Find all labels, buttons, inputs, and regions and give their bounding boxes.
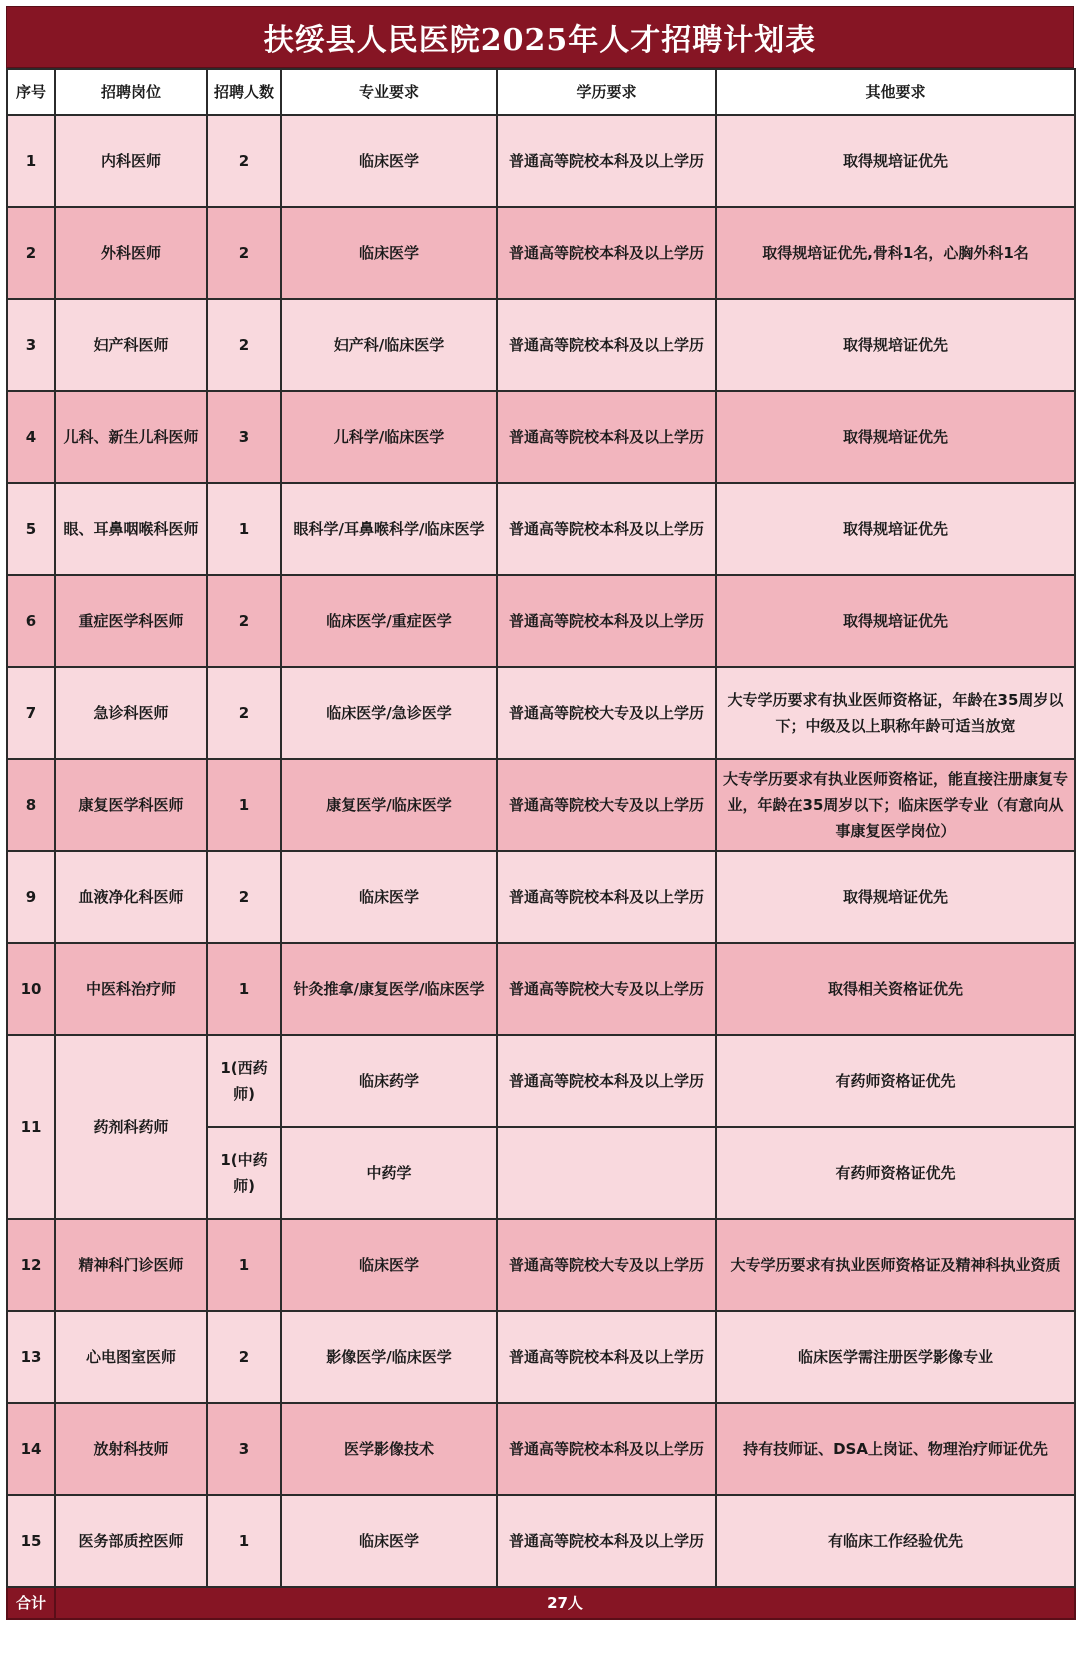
cell-other: 取得规培证优先 [716, 851, 1075, 943]
cell-education: 普通高等院校本科及以上学历 [497, 575, 716, 667]
cell-count: 1(中药师) [207, 1127, 281, 1219]
cell-no: 4 [7, 391, 55, 483]
cell-other: 取得规培证优先 [716, 391, 1075, 483]
cell-position: 放射科技师 [55, 1403, 207, 1495]
table-row [7, 207, 1075, 299]
cell-count: 1(西药师) [207, 1035, 281, 1127]
table-row [7, 1403, 1075, 1495]
table-row [7, 759, 1075, 851]
cell-education: 普通高等院校本科及以上学历 [497, 1311, 716, 1403]
cell-education [497, 1127, 716, 1219]
cell-no: 7 [7, 667, 55, 759]
header-other: 其他要求 [716, 69, 1075, 115]
cell-position: 重症医学科医师 [55, 575, 207, 667]
cell-position: 儿科、新生儿科医师 [55, 391, 207, 483]
total-label: 合计 [7, 1587, 55, 1619]
cell-count: 1 [207, 759, 281, 851]
cell-count: 2 [207, 1311, 281, 1403]
table-row [7, 943, 1075, 1035]
cell-count: 2 [207, 851, 281, 943]
cell-major: 临床医学 [281, 115, 497, 207]
table-row [7, 667, 1075, 759]
cell-no: 10 [7, 943, 55, 1035]
cell-other: 取得规培证优先,骨科1名，心胸外科1名 [716, 207, 1075, 299]
cell-other: 大专学历要求有执业医师资格证，年龄在35周岁以下；中级及以上职称年龄可适当放宽 [716, 667, 1075, 759]
table-row [7, 1035, 1075, 1127]
recruitment-table [6, 68, 1076, 1620]
cell-count: 3 [207, 391, 281, 483]
cell-count: 2 [207, 207, 281, 299]
cell-education: 普通高等院校大专及以上学历 [497, 667, 716, 759]
cell-major: 临床医学 [281, 1219, 497, 1311]
cell-position: 心电图室医师 [55, 1311, 207, 1403]
header-major: 专业要求 [281, 69, 497, 115]
cell-other: 大专学历要求有执业医师资格证及精神科执业资质 [716, 1219, 1075, 1311]
table-row [7, 575, 1075, 667]
header-education: 学历要求 [497, 69, 716, 115]
cell-count: 2 [207, 115, 281, 207]
table-row [7, 391, 1075, 483]
cell-no: 12 [7, 1219, 55, 1311]
cell-count: 2 [207, 667, 281, 759]
table-row [7, 299, 1075, 391]
table-row [7, 1311, 1075, 1403]
table-row [7, 1495, 1075, 1587]
cell-position: 外科医师 [55, 207, 207, 299]
cell-position: 妇产科医师 [55, 299, 207, 391]
cell-no: 3 [7, 299, 55, 391]
cell-count: 3 [207, 1403, 281, 1495]
cell-major: 康复医学/临床医学 [281, 759, 497, 851]
cell-education: 普通高等院校本科及以上学历 [497, 115, 716, 207]
total-row [7, 1587, 1075, 1619]
table-title: 扶绥县人民医院2025年人才招聘计划表 [6, 6, 1074, 68]
cell-no: 2 [7, 207, 55, 299]
header-count: 招聘人数 [207, 69, 281, 115]
cell-count: 1 [207, 483, 281, 575]
cell-count: 2 [207, 575, 281, 667]
cell-major: 医学影像技术 [281, 1403, 497, 1495]
cell-no: 13 [7, 1311, 55, 1403]
table-row [7, 483, 1075, 575]
cell-education: 普通高等院校本科及以上学历 [497, 299, 716, 391]
cell-other: 取得相关资格证优先 [716, 943, 1075, 1035]
cell-major: 儿科学/临床医学 [281, 391, 497, 483]
cell-position: 血液净化科医师 [55, 851, 207, 943]
cell-education: 普通高等院校本科及以上学历 [497, 391, 716, 483]
cell-position: 康复医学科医师 [55, 759, 207, 851]
cell-count: 1 [207, 1219, 281, 1311]
cell-other: 持有技师证、DSA上岗证、物理治疗师证优先 [716, 1403, 1075, 1495]
cell-no: 8 [7, 759, 55, 851]
cell-position: 眼、耳鼻咽喉科医师 [55, 483, 207, 575]
cell-major: 临床医学 [281, 207, 497, 299]
cell-count: 1 [207, 1495, 281, 1587]
cell-other: 有临床工作经验优先 [716, 1495, 1075, 1587]
total-value: 27人 [55, 1587, 1075, 1619]
cell-education: 普通高等院校本科及以上学历 [497, 483, 716, 575]
cell-no: 1 [7, 115, 55, 207]
cell-major: 针灸推拿/康复医学/临床医学 [281, 943, 497, 1035]
cell-major: 影像医学/临床医学 [281, 1311, 497, 1403]
cell-major: 妇产科/临床医学 [281, 299, 497, 391]
cell-major: 临床药学 [281, 1035, 497, 1127]
cell-education: 普通高等院校本科及以上学历 [497, 851, 716, 943]
cell-no: 5 [7, 483, 55, 575]
cell-position: 精神科门诊医师 [55, 1219, 207, 1311]
cell-education: 普通高等院校大专及以上学历 [497, 1219, 716, 1311]
header-row [7, 69, 1075, 115]
cell-no: 6 [7, 575, 55, 667]
cell-major: 临床医学/重症医学 [281, 575, 497, 667]
cell-education: 普通高等院校本科及以上学历 [497, 207, 716, 299]
cell-other: 取得规培证优先 [716, 299, 1075, 391]
cell-major: 眼科学/耳鼻喉科学/临床医学 [281, 483, 497, 575]
cell-education: 普通高等院校本科及以上学历 [497, 1495, 716, 1587]
cell-major: 临床医学/急诊医学 [281, 667, 497, 759]
cell-education: 普通高等院校本科及以上学历 [497, 1403, 716, 1495]
cell-position: 药剂科药师 [55, 1035, 207, 1219]
cell-position: 内科医师 [55, 115, 207, 207]
cell-no: 14 [7, 1403, 55, 1495]
cell-major: 临床医学 [281, 851, 497, 943]
recruitment-table-sheet [6, 6, 1074, 1620]
cell-major: 中药学 [281, 1127, 497, 1219]
cell-other: 大专学历要求有执业医师资格证，能直接注册康复专业，年龄在35周岁以下；临床医学专业（有意向从事康复医学岗位） [716, 759, 1075, 851]
cell-other: 有药师资格证优先 [716, 1127, 1075, 1219]
header-position: 招聘岗位 [55, 69, 207, 115]
cell-education: 普通高等院校本科及以上学历 [497, 1035, 716, 1127]
cell-position: 急诊科医师 [55, 667, 207, 759]
table-row [7, 851, 1075, 943]
table-row [7, 1219, 1075, 1311]
cell-education: 普通高等院校大专及以上学历 [497, 943, 716, 1035]
cell-other: 取得规培证优先 [716, 115, 1075, 207]
cell-no: 9 [7, 851, 55, 943]
cell-no: 11 [7, 1035, 55, 1219]
cell-other: 取得规培证优先 [716, 483, 1075, 575]
cell-count: 2 [207, 299, 281, 391]
table-row [7, 115, 1075, 207]
cell-count: 1 [207, 943, 281, 1035]
cell-position: 医务部质控医师 [55, 1495, 207, 1587]
cell-position: 中医科治疗师 [55, 943, 207, 1035]
cell-no: 15 [7, 1495, 55, 1587]
header-no: 序号 [7, 69, 55, 115]
cell-other: 有药师资格证优先 [716, 1035, 1075, 1127]
cell-other: 取得规培证优先 [716, 575, 1075, 667]
cell-other: 临床医学需注册医学影像专业 [716, 1311, 1075, 1403]
cell-major: 临床医学 [281, 1495, 497, 1587]
cell-education: 普通高等院校大专及以上学历 [497, 759, 716, 851]
